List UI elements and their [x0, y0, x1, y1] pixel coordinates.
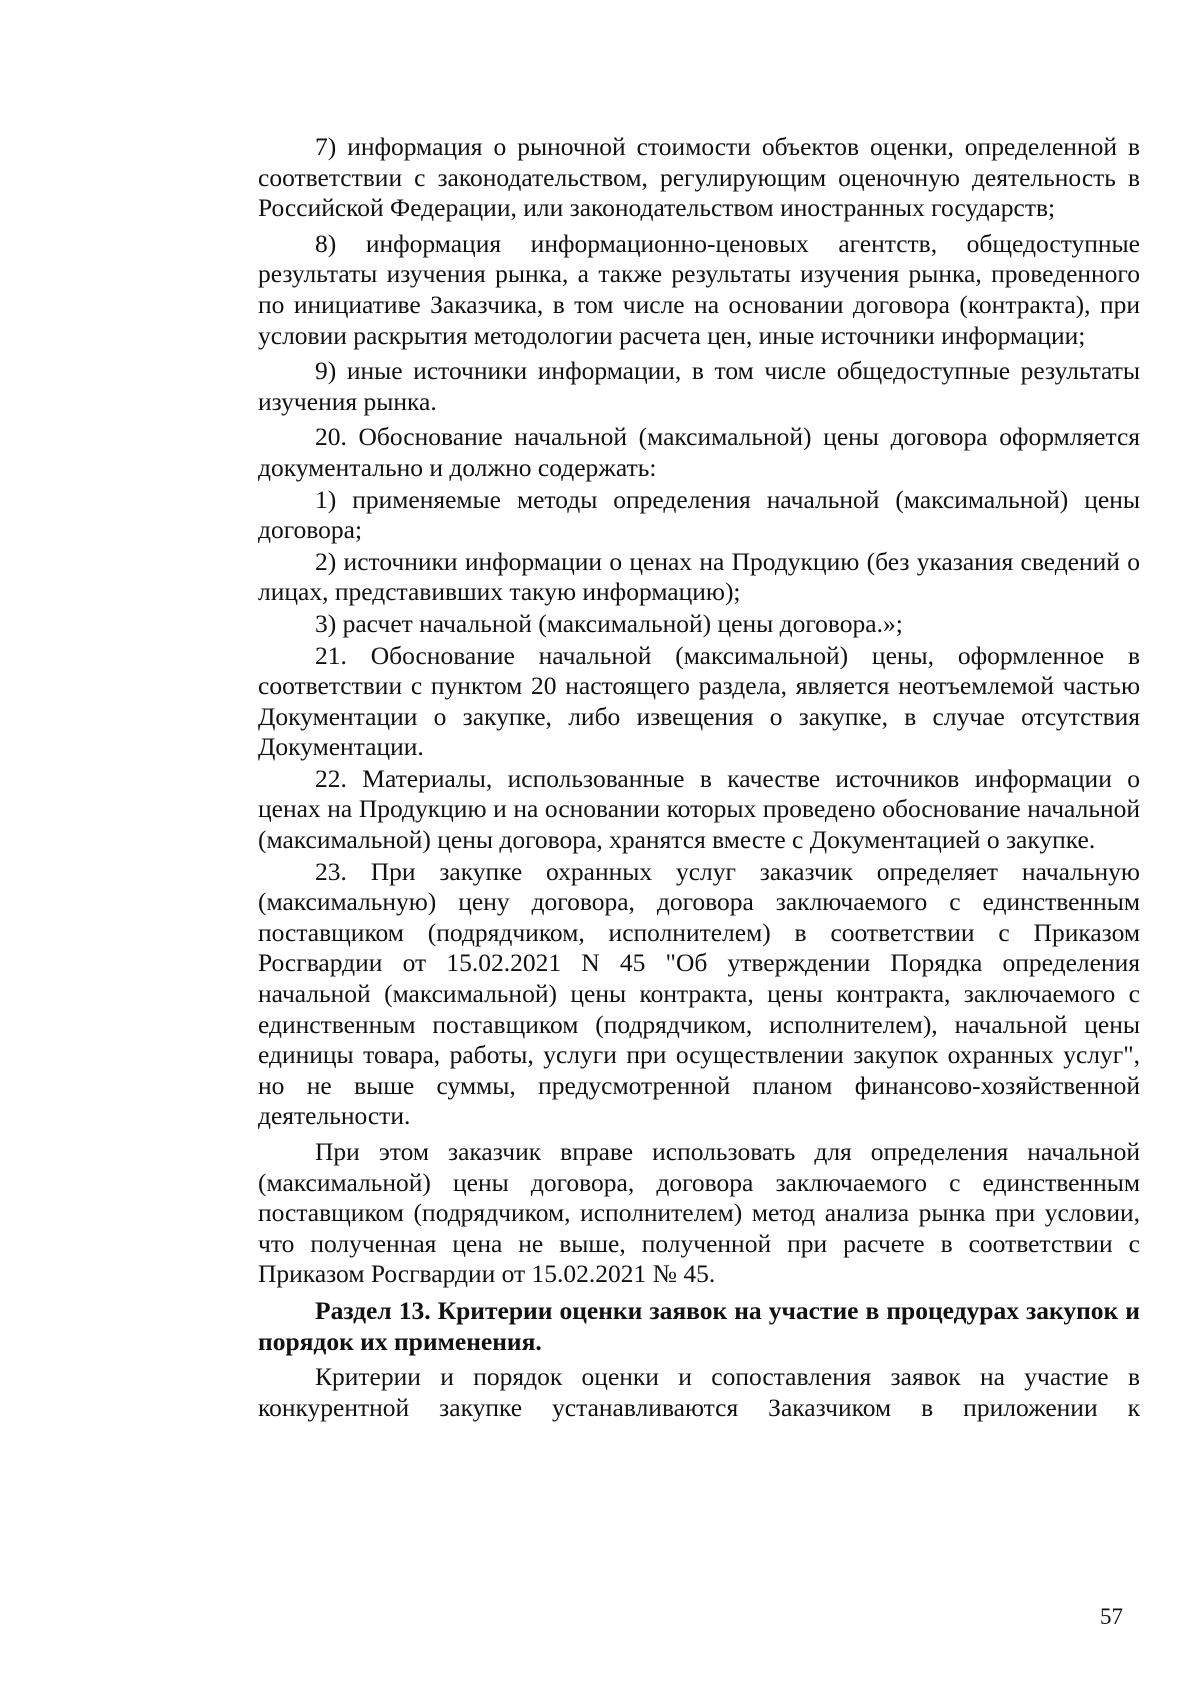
paragraph-item-1: 1) применяемые методы определения начальной (максимальной) цены договора; — [258, 484, 1140, 545]
paragraph-clause-21: 21. Обоснование начальной (максимальной) цены, оформленное в соответствии с пунктом 20 настоящего раздела, является неотъемлемой частью Документации о закупке, либо извещения о закупке, в случае отсутствия Документации. — [258, 640, 1140, 762]
paragraph-criteria: Критерии и порядок оценки и сопоставления заявок на участие в конкурентной закупке устанавливаются Заказчиком в приложении к — [258, 1362, 1140, 1422]
paragraph-market-method: При этом заказчик вправе использовать для определения начальной (максимальной) цены договора, договора заключаемого с единственным поставщиком (подрядчиком, исполнителем) метод анализа рынка при условии, что полученная цена не выше, полученной при расчете в соответствии с Приказом Росгвардии от 15.02.2021 № 45. — [258, 1137, 1140, 1289]
page-number: 57 — [1100, 1604, 1123, 1629]
paragraph-clause-23: 23. При закупке охранных услуг заказчик определяет начальную (максимальную) цену договора, договора заключаемого с единственным поставщиком (подрядчиком, исполнителем) в соответствии с Приказом Росгвардии от 15.02.2021 N 45 "Об утверждении Порядка определения начальной (максимальной) цены контракта, цены контракта, заключаемого с единственным поставщиком (подрядчиком, исполнителем), начальной цены единицы товара, работы, услуги при осуществлении закупок охранных услуг", но не выше суммы, предусмотренной планом финансово-хозяйственной деятельности. — [258, 856, 1140, 1131]
document-page — [258, 132, 1140, 1459]
paragraph-item-9: 9) иные источники информации, в том числе общедоступные результаты изучения рынка. — [258, 356, 1140, 416]
paragraph-item-8: 8) информация информационно-ценовых агентств, общедоступные результаты изучения рынка, а также результаты изучения рынка, проведенного по инициативе Заказчика, в том числе на основании договора (контракта), при условии раскрытия методологии расчета цен, иные источники информации; — [258, 228, 1140, 350]
section-13-heading: Раздел 13. Критерии оценки заявок на участие в процедурах закупок и порядок их применения. — [258, 1295, 1140, 1356]
paragraph-clause-20: 20. Обоснование начальной (максимальной) цены договора оформляется документально и должно содержать: — [258, 422, 1140, 482]
paragraph-item-7: 7) информация о рыночной стоимости объектов оценки, определенной в соответствии с законодательством, регулирующим оценочную деятельность в Российской Федерации, или законодательством иностранных государств; — [258, 132, 1140, 223]
paragraph-item-3: 3) расчет начальной (максимальной) цены договора.»; — [315, 608, 903, 638]
paragraph-item-2: 2) источники информации о ценах на Продукцию (без указания сведений о лицах, представивших такую информацию); — [258, 546, 1140, 607]
paragraph-clause-22: 22. Материалы, использованные в качестве источников информации о ценах на Продукцию и на основании которых проведено обоснование начальной (максимальной) цены договора, хранятся вместе с Документацией о закупке. — [258, 763, 1140, 855]
